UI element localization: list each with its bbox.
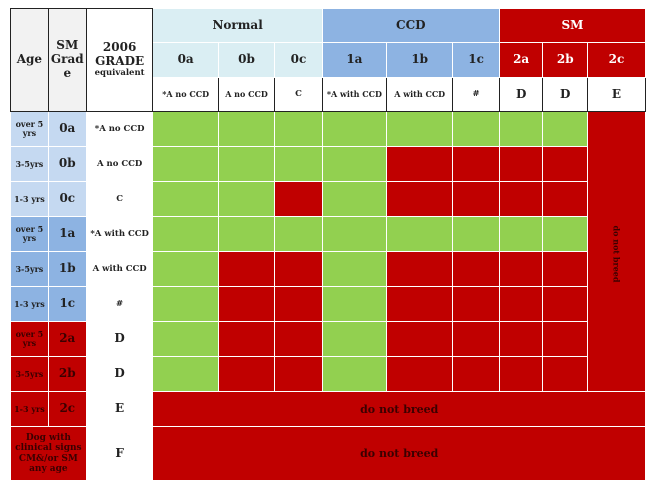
mating-cell-red xyxy=(453,182,500,217)
do-not-breed-cell: do not breed xyxy=(153,392,646,427)
mating-cell-red xyxy=(453,322,500,357)
mating-cell-red xyxy=(387,322,453,357)
sire-grade-0a: 0a xyxy=(153,43,218,78)
row-grade: 0b xyxy=(48,147,86,182)
row-equivalent: A with CCD xyxy=(86,252,153,287)
sire-equiv-2b: D xyxy=(543,78,588,112)
mating-cell-red xyxy=(499,182,543,217)
mating-cell-green xyxy=(322,217,386,252)
mating-cell-red xyxy=(387,357,453,392)
mating-cell-red xyxy=(543,322,588,357)
sire-equiv-0b: A no CCD xyxy=(218,78,274,112)
row-age: over 5 yrs xyxy=(11,112,49,147)
row-age: 1-3 yrs xyxy=(11,182,49,217)
mating-cell-red xyxy=(499,322,543,357)
mating-cell-red xyxy=(387,182,453,217)
row-grade: 0c xyxy=(48,182,86,217)
breeding-guidelines-table xyxy=(10,8,646,481)
row-grade: 2a xyxy=(48,322,86,357)
mating-cell-red xyxy=(387,252,453,287)
row-grade: 1c xyxy=(48,287,86,322)
mating-cell-green xyxy=(453,217,500,252)
row-age: 3-5yrs xyxy=(11,252,49,287)
mating-cell-green xyxy=(153,147,218,182)
mating-cell-green xyxy=(322,147,386,182)
breeding-guidelines-table-container xyxy=(10,8,646,481)
row-age: 1-3 yrs xyxy=(11,287,49,322)
age-column-header: Age xyxy=(11,9,49,112)
row-clinical-signs: Dog with clinical signs CM&/or SM any age xyxy=(11,427,87,481)
mating-cell-red xyxy=(387,287,453,322)
row-grade: 0a xyxy=(48,112,86,147)
mating-cell-red xyxy=(387,147,453,182)
mating-cell-green xyxy=(453,112,500,147)
mating-cell-red xyxy=(543,182,588,217)
mating-cell-red xyxy=(499,287,543,322)
equivalent-header-title: 2006 GRADE xyxy=(95,39,145,68)
row-equivalent: F xyxy=(86,427,153,481)
mating-cell-green xyxy=(275,217,323,252)
sire-grade-2a: 2a xyxy=(499,43,543,78)
sire-equiv-2c: E xyxy=(588,78,646,112)
mating-cell-red xyxy=(453,357,500,392)
sire-grade-2b: 2b xyxy=(543,43,588,78)
row-grade: 1a xyxy=(48,217,86,252)
mating-cell-red xyxy=(543,147,588,182)
mating-cell-red xyxy=(275,252,323,287)
mating-cell-red xyxy=(499,252,543,287)
mating-cell-green xyxy=(322,252,386,287)
mating-cell-red xyxy=(275,287,323,322)
row-grade: 2b xyxy=(48,357,86,392)
mating-cell-green xyxy=(322,357,386,392)
row-age: over 5 yrs xyxy=(11,322,49,357)
mating-cell-green xyxy=(499,112,543,147)
mating-cell-green xyxy=(499,217,543,252)
mating-cell-green xyxy=(322,322,386,357)
sire-grade-1a: 1a xyxy=(322,43,386,78)
mating-cell-red xyxy=(543,287,588,322)
row-age: 3-5yrs xyxy=(11,147,49,182)
sire-equiv-1b: A with CCD xyxy=(387,78,453,112)
sire-equiv-1c: # xyxy=(453,78,500,112)
sire-equiv-0a: *A no CCD xyxy=(153,78,218,112)
group-header-normal: Normal xyxy=(153,9,322,43)
row-equivalent: D xyxy=(86,322,153,357)
row-age: 3-5yrs xyxy=(11,357,49,392)
mating-cell-red xyxy=(218,287,274,322)
equivalent-column-header xyxy=(86,9,153,112)
mating-cell-red xyxy=(543,252,588,287)
sire-equiv-2a: D xyxy=(499,78,543,112)
row-equivalent: A no CCD xyxy=(86,147,153,182)
row-grade: 2c xyxy=(48,392,86,427)
row-equivalent: D xyxy=(86,357,153,392)
mating-cell-green xyxy=(153,112,218,147)
equivalent-header-sub: equivalent xyxy=(94,68,145,79)
mating-cell-green xyxy=(322,287,386,322)
mating-cell-red xyxy=(218,252,274,287)
sire-grade-2c: 2c xyxy=(588,43,646,78)
row-equivalent: # xyxy=(86,287,153,322)
sire-grade-0b: 0b xyxy=(218,43,274,78)
mating-cell-red xyxy=(499,147,543,182)
sire-equiv-0c: C xyxy=(275,78,323,112)
row-equivalent: *A with CCD xyxy=(86,217,153,252)
mating-cell-red xyxy=(543,357,588,392)
mating-cell-green xyxy=(153,252,218,287)
group-header-ccd: CCD xyxy=(322,9,499,43)
mating-cell-red xyxy=(453,252,500,287)
mating-cell-green xyxy=(218,217,274,252)
mating-cell-red xyxy=(453,147,500,182)
mating-cell-red xyxy=(453,287,500,322)
mating-cell-green xyxy=(218,182,274,217)
mating-cell-green xyxy=(218,147,274,182)
sire-grade-0c: 0c xyxy=(275,43,323,78)
mating-cell-red xyxy=(275,322,323,357)
mating-cell-green xyxy=(153,322,218,357)
sire-grade-1c: 1c xyxy=(453,43,500,78)
mating-cell-red xyxy=(218,322,274,357)
mating-cell-green xyxy=(275,112,323,147)
mating-cell-green xyxy=(153,182,218,217)
sire-grade-1b: 1b xyxy=(387,43,453,78)
mating-cell-green xyxy=(543,112,588,147)
mating-cell-green xyxy=(322,112,386,147)
group-header-sm: SM xyxy=(499,9,645,43)
do-not-breed-cell: do not breed xyxy=(153,427,646,481)
mating-cell-green xyxy=(322,182,386,217)
row-equivalent: E xyxy=(86,392,153,427)
do-not-breed-vertical-cell xyxy=(588,112,646,392)
do-not-breed-vertical-label: do not breed xyxy=(611,225,622,283)
row-age: 1-3 yrs xyxy=(11,392,49,427)
mating-cell-green xyxy=(153,217,218,252)
mating-cell-red xyxy=(275,357,323,392)
mating-cell-red xyxy=(499,357,543,392)
mating-cell-red xyxy=(218,357,274,392)
row-grade: 1b xyxy=(48,252,86,287)
sire-equiv-1a: *A with CCD xyxy=(322,78,386,112)
mating-cell-green xyxy=(543,217,588,252)
mating-cell-green xyxy=(153,357,218,392)
mating-cell-green xyxy=(153,287,218,322)
sm-grade-column-header: SM Grad e xyxy=(48,9,86,112)
row-equivalent: C xyxy=(86,182,153,217)
mating-cell-green xyxy=(387,217,453,252)
mating-cell-green xyxy=(218,112,274,147)
mating-cell-green xyxy=(387,112,453,147)
row-equivalent: *A no CCD xyxy=(86,112,153,147)
mating-cell-red xyxy=(275,182,323,217)
row-age: over 5 yrs xyxy=(11,217,49,252)
mating-cell-green xyxy=(275,147,323,182)
